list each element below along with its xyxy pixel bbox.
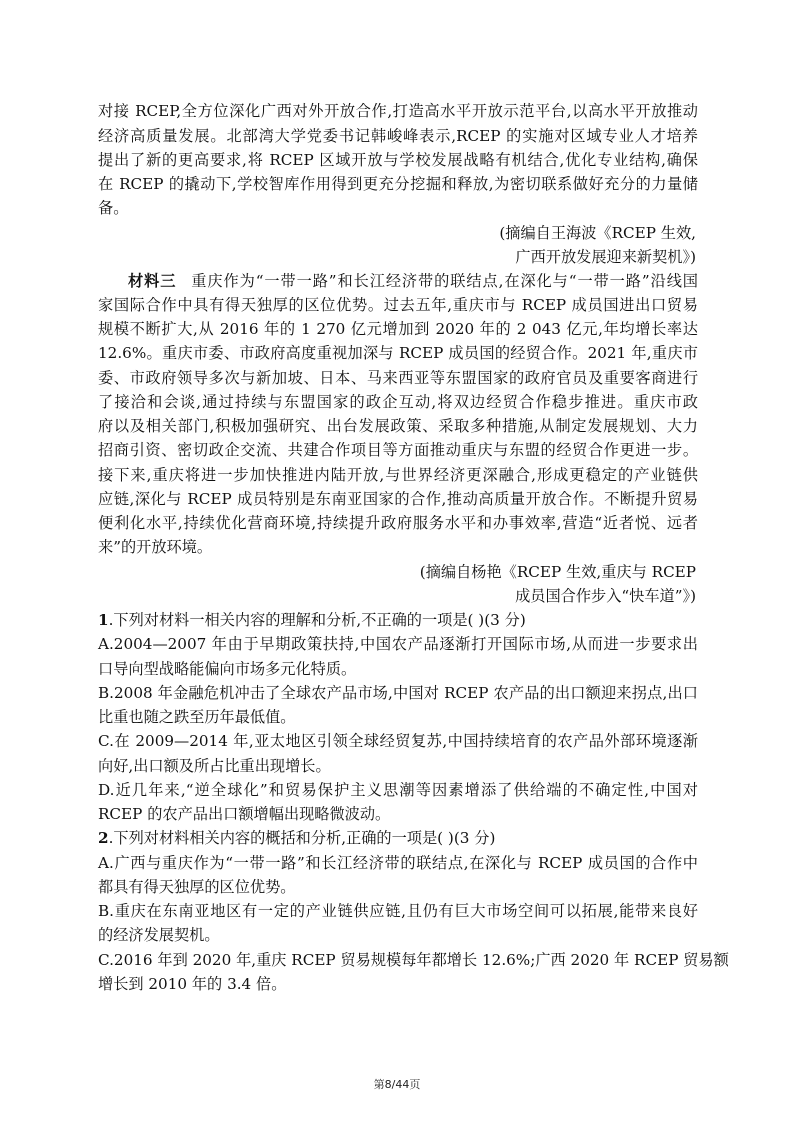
option-line: C.2016 年到 2020 年,重庆 RCEP 贸易规模每年都增长 12.6%;广西 2020 年 RCEP 贸易额 bbox=[98, 951, 729, 969]
source-citation: 成员国合作步入“快车道”》) bbox=[515, 587, 696, 605]
paragraph-line: 在 RCEP 的撬动下,学校智库作用得到更充分挖掘和释放,为密切联系做好充分的力量储 bbox=[98, 175, 698, 193]
paragraph-line: 委、市政府领导多次与新加坡、日本、马来西亚等东盟国家的政府官员及重要客商进行 bbox=[98, 369, 698, 387]
material3-label: 材料三 bbox=[128, 272, 177, 290]
paragraph-line: 备。 bbox=[98, 199, 129, 217]
paragraph-line: 招商引资、密切政企交流、共建合作项目等方面推动重庆与东盟的经贸合作更进一步。 bbox=[98, 441, 698, 459]
option-line: 口导向型战略能偏向市场多元化特质。 bbox=[98, 660, 357, 678]
paragraph-line: 便利化水平,持续优化营商环境,持续提升政府服务水平和办事效率,营造“近者悦、远者 bbox=[98, 514, 698, 532]
source-citation: (摘编自王海波《RCEP 生效, bbox=[499, 224, 696, 242]
option-line: 比重也随之跌至历年最低值。 bbox=[98, 708, 296, 726]
question-text: .下列对材料一相关内容的理解和分析,不正确的一项是( )(3 分) bbox=[108, 611, 526, 629]
option-line: 向好,出口额及所占比重出现增长。 bbox=[98, 757, 331, 775]
question-number: 1 bbox=[98, 611, 109, 629]
option-line: 都具有得天独厚的区位优势。 bbox=[98, 878, 296, 896]
option-line: A.2004—2007 年由于早期政策扶持,中国农产品逐渐打开国际市场,从而进一步要求出 bbox=[98, 635, 698, 653]
paragraph-line: 12.6%。重庆市委、市政府高度重视加深与 RCEP 成员国的经贸合作。2021 年,重庆市 bbox=[98, 344, 698, 362]
question-text: .下列对材料相关内容的概括和分析,正确的一项是( )(3 分) bbox=[108, 829, 496, 847]
option-line: C.在 2009—2014 年,亚太地区引领全球经贸复苏,中国持续培育的农产品外部环境逐渐 bbox=[98, 732, 698, 750]
source-citation: (摘编自杨艳《RCEP 生效,重庆与 RCEP bbox=[419, 563, 696, 581]
paragraph-line: 家国际合作中具有得天独厚的区位优势。过去五年,重庆市与 RCEP 成员国进出口贸易 bbox=[98, 296, 698, 314]
paragraph-text: 重庆作为“一带一路”和长江经济带的联结点,在深化与“一带一路”沿线国 bbox=[190, 272, 698, 290]
option-line: A.广西与重庆作为“一带一路”和长江经济带的联结点,在深化与 RCEP 成员国的合作中 bbox=[98, 854, 698, 872]
paragraph-line: 府以及相关部门,积极加强研究、出台发展政策、采取多种措施,从制定发展规划、大力 bbox=[98, 417, 698, 435]
question-stem bbox=[98, 609, 698, 633]
option-line: RCEP 的农产品出口额增幅出现略微波动。 bbox=[98, 805, 391, 823]
paragraph-line: 接下来,重庆将进一步加快推进内陆开放,与世界经济更深融合,形成更稳定的产业链供 bbox=[98, 466, 698, 484]
option-line: D.近几年来,“逆全球化”和贸易保护主义思潮等因素增添了供给端的不确定性,中国对 bbox=[98, 781, 698, 799]
question-number: 2 bbox=[98, 829, 109, 847]
paragraph-line: 来”的开放环境。 bbox=[98, 538, 213, 556]
source-citation: 广西开放发展迎来新契机》) bbox=[515, 248, 696, 266]
page-number: 第8/44页 bbox=[373, 1078, 421, 1091]
paragraph-line: 了接洽和会谈,通过持续与东盟国家的政企互动,将双边经贸合作稳步推进。重庆市政 bbox=[98, 393, 698, 411]
paragraph-line: 应链,深化与 RCEP 成员特别是东南亚国家的合作,推动高质量开放合作。不断提升贸易 bbox=[98, 490, 698, 508]
material3-first-line bbox=[128, 270, 698, 294]
paragraph-line: 提出了新的更高要求,将 RCEP 区域开放与学校发展战略有机结合,优化专业结构,确保 bbox=[98, 151, 698, 169]
option-line: 的经济发展契机。 bbox=[98, 926, 220, 944]
paragraph-line: 规模不断扩大,从 2016 年的 1 270 亿元增加到 2020 年的 2 043 亿元,年均增长率达 bbox=[98, 320, 698, 338]
paragraph-line: 经济高质量发展。北部湾大学党委书记韩峻峰表示,RCEP 的实施对区域专业人才培养 bbox=[98, 127, 698, 145]
option-line: 增长到 2010 年的 3.4 倍。 bbox=[98, 975, 287, 993]
option-line: B.2008 年金融危机冲击了全球农产品市场,中国对 RCEP 农产品的出口额迎来拐点,出口 bbox=[98, 684, 698, 702]
paragraph-line: 对接 RCEP,全方位深化广西对外开放合作,打造高水平开放示范平台,以高水平开放推动 bbox=[98, 102, 698, 120]
question-stem bbox=[98, 827, 698, 851]
option-line: B.重庆在东南亚地区有一定的产业链供应链,且仍有巨大市场空间可以拓展,能带来良好 bbox=[98, 902, 698, 920]
